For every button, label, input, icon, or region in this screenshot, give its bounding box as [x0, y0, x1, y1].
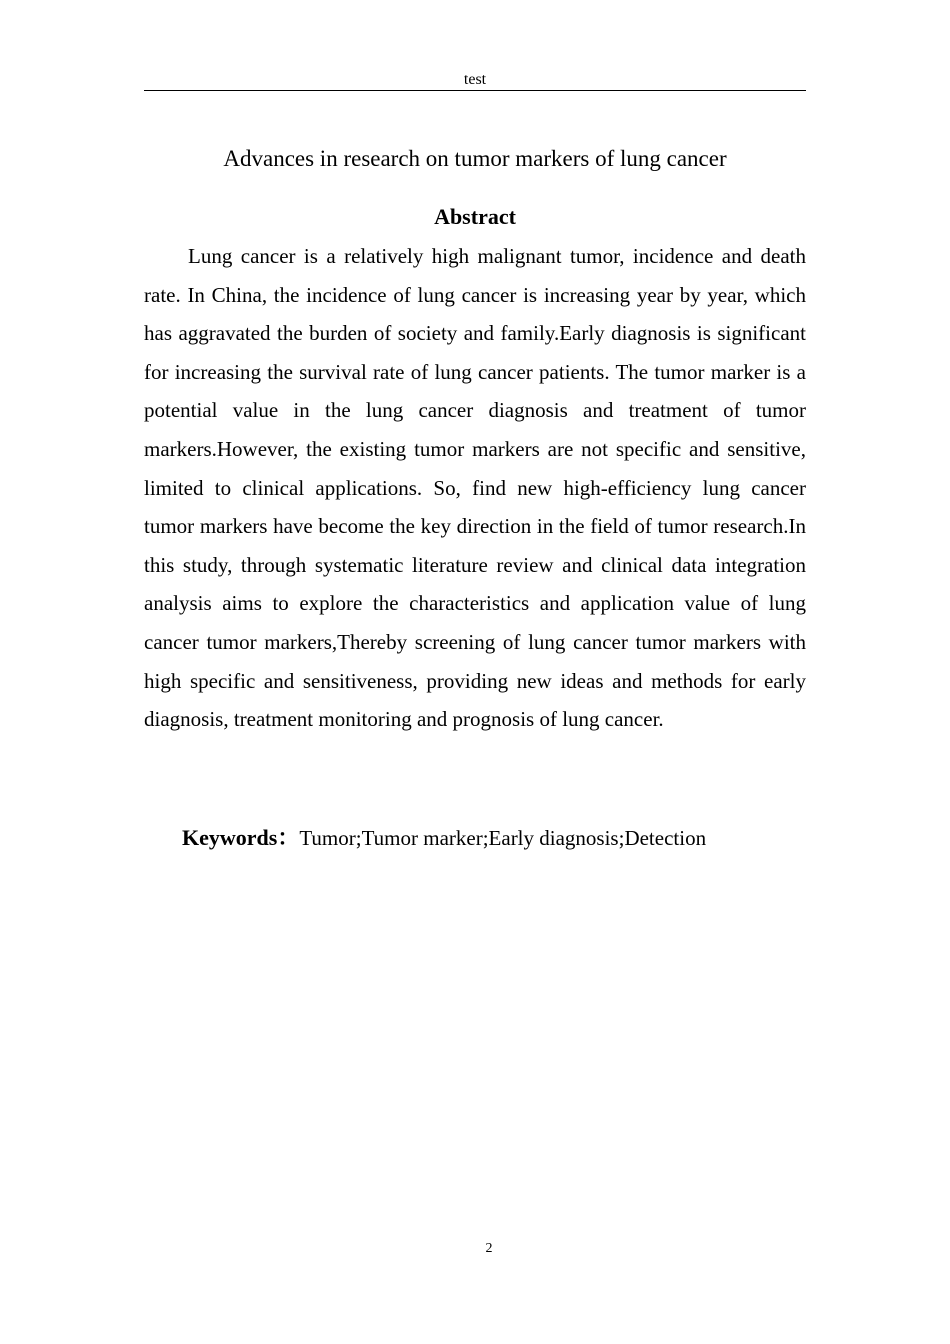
running-header-text: test	[463, 71, 487, 88]
abstract-body: Lung cancer is a relatively high malignant tumor, incidence and death rate. In China, the incidence of lung cancer is increasing year by year, which has aggravated the burden of society and family.Early diagnosis is significant for increasing the survival rate of lung cancer patients. The tumor marker is a potential value in the lung cancer diagnosis and treatment of tumor markers.However, the existing tumor markers are not specific and sensitive, limited to clinical applications. So, find new high-efficiency lung cancer tumor markers have become the key direction in the field of tumor research.In this study, through systematic literature review and clinical data integration analysis aims to explore the characteristics and application value of lung cancer tumor markers,Thereby screening of lung cancer tumor markers with high specific and sensitiveness, providing new ideas and methods for early diagnosis, treatment monitoring and prognosis of lung cancer.	[144, 244, 806, 732]
keywords-line	[182, 822, 806, 854]
paper-title: Advances in research on tumor markers of lung cancer	[223, 146, 727, 171]
keywords-label: Keywords：	[182, 825, 300, 850]
page-number: 2	[485, 1241, 493, 1256]
keywords-value: Tumor;Tumor marker;Early diagnosis;Detection	[299, 826, 707, 850]
running-header	[144, 70, 806, 91]
abstract-heading: Abstract	[434, 204, 516, 229]
